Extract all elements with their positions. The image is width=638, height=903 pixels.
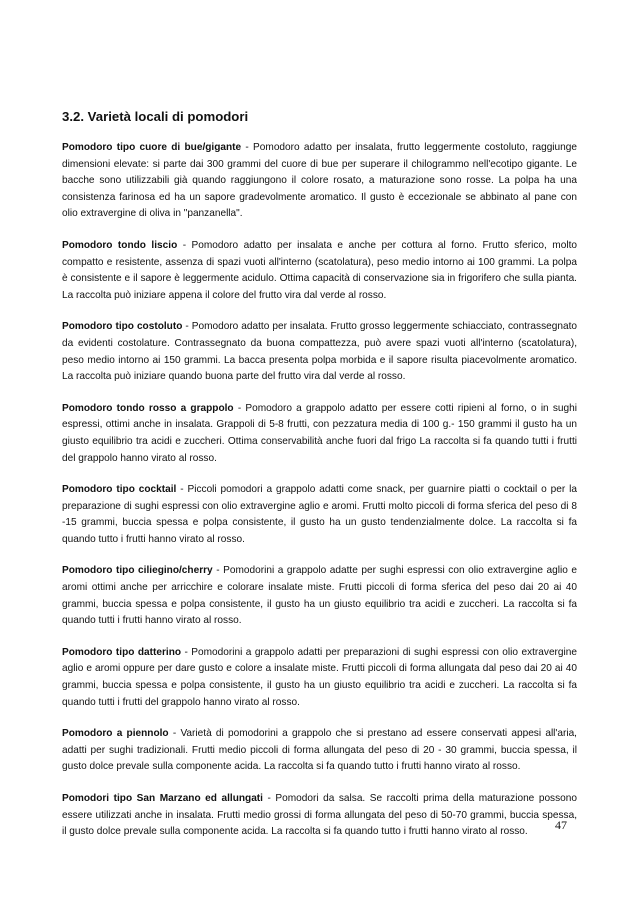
- section-title-text: Varietà locali di pomodori: [87, 109, 249, 124]
- variety-description: - Pomodoro a grappolo adatto per essere cotti ripieni al forno, o in sughi espressi, ottimi anche in insalata. Grappoli di 5-8 frutti, con pezzatura media di 100 g.- 150 grammi il gusto ha un giusto equilibrio tra acidi e zuccheri. Ottima conservabilità anche fuori dal frigo La raccolta si fa quando tutti i frutti del grappolo hanno virato al rosso.: [62, 402, 578, 464]
- paragraph-cuore-di-bue: [62, 140, 577, 223]
- variety-term: Pomodoro tondo liscio: [62, 239, 178, 251]
- variety-description: - Pomodoro adatto per insalata. Frutto grosso leggermente schiacciato, contrassegnato da evidenti costolature. Contrassegnato da buona compattezza, può avere spazi vuoti all'interno (scatolatura), peso medio intorno ai 150 grammi. La bacca presenta polpa morbida e il sapore risulta piacevolmente aromatico. La raccolta può iniziare quando buona parte del frutto vira dal verde al rosso.: [62, 321, 577, 383]
- variety-description: - Pomodorini a grappolo adatti per preparazioni di sughi espressi con olio extravergine aglio e aromi oppure per dare gusto e colore a insalate miste. Frutti piccoli di forma allungata dal peso dai 20 ai 40 grammi, buccia spessa e polpa consistente, il gusto ha un giusto equilibrio tra acidi e zuccheri. La raccolta si fa quando tutti i frutti del grappolo hanno virato al rosso.: [62, 646, 577, 708]
- variety-term: Pomodoro a piennolo: [62, 728, 169, 740]
- variety-description: - Pomodorini a grappolo adatte per sughi espressi con olio extravergine aglio e aromi ottimi anche per arricchire e colorare insalate miste. Frutti piccoli di forma sferica del peso dai 20 ai 40 grammi, buccia spessa e polpa consistente, il gusto ha un giusto equilibrio tra acidi e zuccheri. La raccolta si fa quando tutti i frutti hanno virato al rosso.: [62, 565, 577, 627]
- variety-term: Pomodoro tipo datterino: [62, 646, 182, 658]
- variety-description: - Varietà di pomodorini a grappolo che si prestano ad essere conservati appesi all'aria, adatti per sughi tradizionali. Frutti medio piccoli di forma allungata del peso di 20 - 30 grammi, buccia spessa, il gusto dolce prevale sulla componente acida. La raccolta si fa quando tutto i frutti hanno virato al rosso.: [62, 728, 577, 773]
- page-number: 47: [555, 818, 567, 832]
- paragraph-tondo-rosso-grappolo: [62, 401, 577, 467]
- paragraph-costoluto: [62, 319, 577, 385]
- paragraph-piennolo: [62, 726, 577, 776]
- variety-term: Pomodoro tipo cuore di bue/gigante: [62, 142, 242, 153]
- paragraph-ciliegino: [62, 563, 577, 629]
- variety-term: Pomodoro tipo ciliegino/cherry: [62, 565, 213, 577]
- variety-term: Pomodori tipo San Marzano ed allungati: [62, 793, 263, 804]
- variety-term: Pomodoro tondo rosso a grappolo: [62, 402, 234, 414]
- variety-description: - Pomodoro adatto per insalata, frutto leggermente costoluto, raggiunge dimensioni elevate: si parte dai 300 grammi del cuore di bue per superare il chilogrammo nell'ecotipo gigante. Le bacche sono utilizzabili già quando raggiungono il colore rosato, a maturazione sono rosse. La polpa ha una consistenza farinosa ed ha un sapore gradevolmente aromatico. Il gusto è eccezionale se abbinato al pane con olio extravergine di oliva in "panzanella".: [62, 142, 577, 220]
- paragraph-tondo-liscio: [62, 238, 577, 304]
- variety-description: - Pomodori da salsa. Se raccolti prima della maturazione possono essere utilizzati anche in insalata. Frutti medio grossi di forma allungata del peso di 50-70 grammi, buccia spessa, il gusto dolce prevale sulla componente acida. La raccolta si fa quando tutto i frutti hanno virato al rosso.: [62, 793, 577, 838]
- variety-description: - Piccoli pomodori a grappolo adatti come snack, per guarnire piatti o cocktail o per la preparazione di sughi espressi con olio extravergine aglio e aromi. Frutti molto piccoli di forma sferica del peso di 8 -15 grammi, buccia spessa e polpa consistente, il gusto ha un gusto tendenzialmente dolce. La raccolta si fa quando tutto i frutti hanno virato al rosso.: [62, 484, 577, 545]
- paragraph-san-marzano: [62, 791, 577, 841]
- variety-term: Pomodoro tipo costoluto: [62, 321, 183, 333]
- variety-term: Pomodoro tipo cocktail: [62, 484, 177, 496]
- paragraph-cocktail: [62, 482, 577, 548]
- variety-description: - Pomodoro adatto per insalata e anche per cottura al forno. Frutto sferico, molto compatto e resistente, assenza di spazi vuoti all'interno (scatolatura), peso medio intorno ai 100 grammi. La polpa è consistente e il sapore è leggermente acidulo. Ottima capacità di conservazione sia in frigorifero che sulla pianta. La raccolta può iniziare appena il colore del frutto vira dal verde al rosso.: [62, 239, 577, 301]
- document-page: [62, 108, 577, 856]
- paragraph-datterino: [62, 645, 577, 711]
- section-title: [62, 108, 577, 126]
- section-number: 3.2.: [62, 109, 84, 124]
